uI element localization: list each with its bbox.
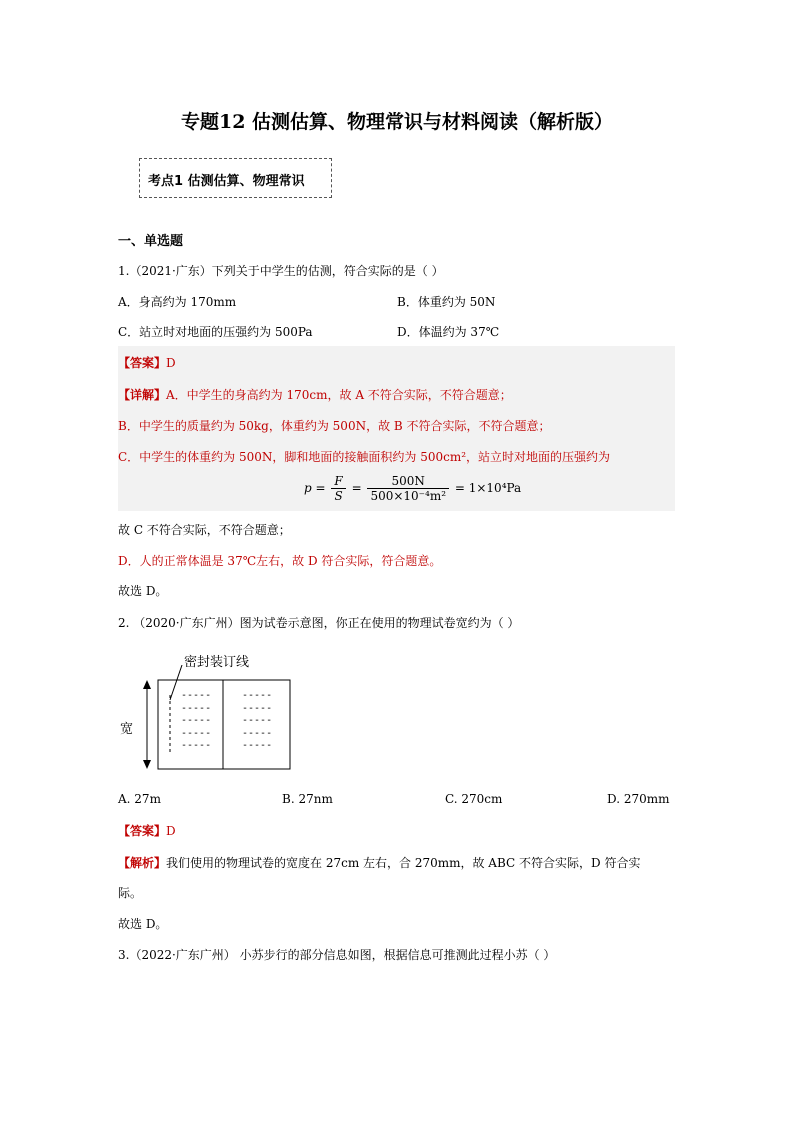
q2-conclusion: 故选 D。 xyxy=(118,917,168,931)
q2-analysis-label: 【解析】 xyxy=(118,856,167,870)
formula-s: S xyxy=(334,489,343,503)
q1-detail-a xyxy=(118,386,512,403)
formula-result: 1×10⁴Pa xyxy=(468,481,522,495)
dash-row: ----- xyxy=(242,702,273,714)
formula-eq3: = xyxy=(454,481,465,495)
dash-row: ----- xyxy=(181,727,212,739)
topic-label: 考点1 估测估算、物理常识 xyxy=(148,174,305,189)
width-label: 宽 xyxy=(120,722,134,737)
q2-answer-label: 【答案】 xyxy=(118,824,167,838)
formula-eq1: = xyxy=(315,481,326,495)
formula-f: F xyxy=(331,474,345,489)
dash-row: ----- xyxy=(181,740,212,751)
q2-analysis-cont: 际。 xyxy=(118,886,143,900)
formula-eq2: = xyxy=(351,481,362,495)
formula-denominator: 500×10⁻⁴m² xyxy=(370,489,447,503)
dash-row: ----- xyxy=(242,690,273,701)
q2-stem: 2. （2020·广东广州）图为试卷示意图，你正在使用的物理试卷宽约为（ ） xyxy=(118,616,520,630)
dash-row: ----- xyxy=(181,690,212,701)
q1-detail-c: C．中学生的体重约为 500N，脚和地面的接触面积约为 500cm²，站立时对地面的压强约为 xyxy=(118,450,611,464)
formula-numerator: 500N xyxy=(367,474,449,489)
q2-option-d: D. 270mm xyxy=(607,792,670,806)
q1-answer-value: D xyxy=(166,356,176,370)
q1-detail-d: D．人的正常体温是 37℃左右，故 D 符合实际，符合题意。 xyxy=(118,554,442,568)
q2-answer-value: D xyxy=(166,824,176,838)
q2-analysis xyxy=(118,854,640,871)
dash-column-right xyxy=(242,690,272,753)
document-title: 专题12 估测估算、物理常识与材料阅读（解析版） xyxy=(180,111,614,133)
formula-fraction-fs xyxy=(331,474,345,503)
seal-line-label: 密封装订线 xyxy=(184,655,250,670)
q1-option-b: B．体重约为 50N xyxy=(397,295,496,309)
q1-option-c: C．站立时对地面的压强约为 500Pa xyxy=(118,325,313,339)
q1-detail-c2: 故 C 不符合实际，不符合题意； xyxy=(118,523,291,537)
q1-detail-a-text: A．中学生的身高约为 170cm，故 A 不符合实际，不符合题意； xyxy=(166,388,512,402)
dash-row: ----- xyxy=(242,727,273,739)
q1-conclusion: 故选 D。 xyxy=(118,584,168,598)
q3-stem: 3.（2022·广东广州） 小苏步行的部分信息如图，根据信息可推测此过程小苏（ ） xyxy=(118,948,556,962)
width-arrow-bottom xyxy=(143,760,151,769)
q1-option-a: A．身高约为 170mm xyxy=(118,295,237,309)
pressure-formula xyxy=(304,474,521,503)
q1-stem: 1.（2021·广东）下列关于中学生的估测，符合实际的是（ ） xyxy=(118,264,444,278)
dash-row: ----- xyxy=(242,740,273,751)
dash-column-left xyxy=(181,690,211,753)
dash-row: ----- xyxy=(181,702,212,714)
dash-row: ----- xyxy=(242,715,273,726)
q2-option-a: A. 27m xyxy=(118,792,161,806)
section-heading: 一、单选题 xyxy=(118,234,184,249)
q1-detail-b: B．中学生的质量约为 50kg，体重约为 500N，故 B 不符合实际，不符合题意； xyxy=(118,419,551,433)
dash-row: ----- xyxy=(181,715,212,726)
q1-option-d: D．体温约为 37℃ xyxy=(397,325,500,339)
q1-answer xyxy=(118,354,176,371)
formula-fraction-values xyxy=(367,474,449,503)
width-arrow-top xyxy=(143,680,151,689)
q2-analysis-text: 我们使用的物理试卷的宽度在 27cm 左右，合 270mm，故 ABC 不符合实际，D 符合实 xyxy=(166,856,641,870)
exam-paper-diagram xyxy=(130,665,300,775)
q2-option-c: C. 270cm xyxy=(445,792,503,806)
formula-p: p xyxy=(304,481,312,495)
q2-answer xyxy=(118,822,176,839)
q2-option-b: B. 27nm xyxy=(282,792,333,806)
q1-answer-label: 【答案】 xyxy=(118,356,167,370)
q1-detail-label: 【详解】 xyxy=(118,388,167,402)
